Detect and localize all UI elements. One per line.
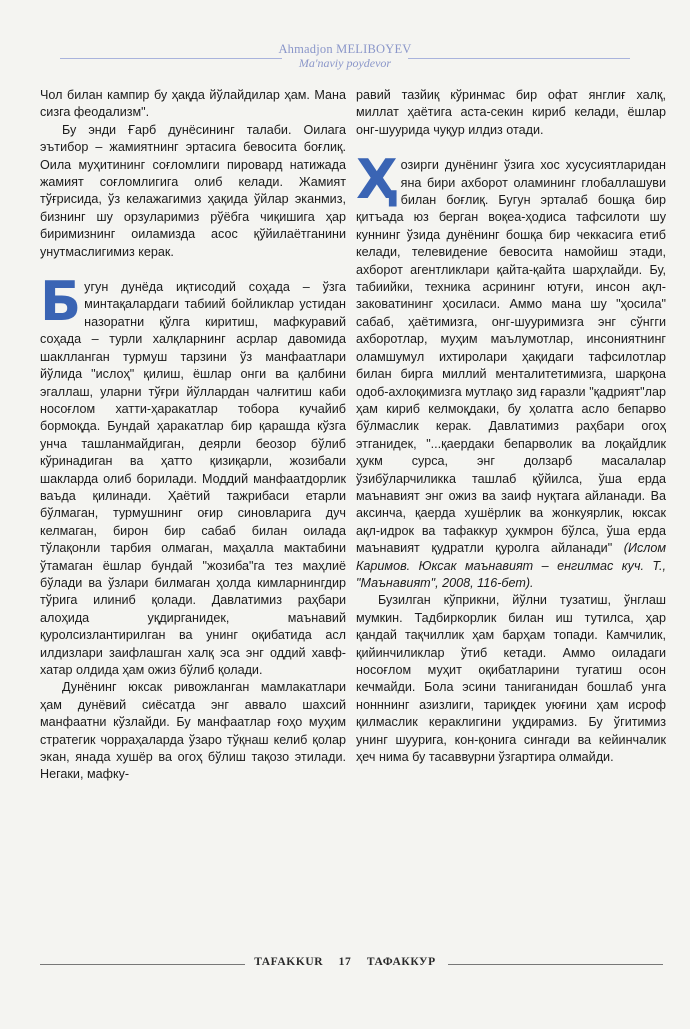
footer-journal-cyrillic: ТАФАККУР [366,956,436,968]
paragraph: Бу энди Ғарб дунёсининг талаби. Оилага эътибор – жамиятнинг эртасига бевосита боғлиқ. Оила муҳитининг соғломлиги пировард натижада жамият соғломлигига олиб келади. Жамият тўғрисида, ўз келажагимиз ҳақида ўйлар эканмиз, бизнинг шу орзуларимиз рўёбга чиқишига ҳар биримизнинг оиламизда асос қўйилаётганини унутмаслигимиз керак. [40,122,346,259]
left-column [40,87,346,784]
paragraph-text: озирги дунёнинг ўзига хос хусусиятларидан яна бири ахборот оламининг глобаллашуви билан боғлиқ. Бугун эрталаб бошқа бир қитъада юз берган воқеа-ҳодиса тафсилоти шу куннинг ўзида дунёнинг бошқа бир чеккасига етиб келади, телевидение бевосита намойиш этади, ахборот агентликлари қайта-қайта шарҳлайди. Бу, табиийки, техника асрининг ютуғи, инсон ақл-заковатининг ҳосиласи. Аммо мана шу "ҳосила" сабаб, ҳаётимизга, онг-шууримизга энг сўнгги ахборотлар, муҳим маълумотлар, инсониятнинг оламшумул ихтиролари ҳақидаги тафсилотлар билан бирга миллий менталитетимизга, шарқона одоб-ахлоқимизга мутлақо зид ғаразли "қадрият"лар ҳам кириб келмоқдаки, бу ҳолатга асло бепарво бўлмаслик керак. Давлатимиз раҳбари огоҳ этганидек, "...қаердаки бепарволик ва лоқайдлик ҳукм сурса, энг долзарб масалалар ўзибўларчиликка ташлаб қўйилса, ўша ерда маънавият энг ожиз ва заиф нуқтага айланади. Ва аксинча, қаерда хушёрлик ва жонкуярлик, юксак ақл-идрок ва тафаккур ҳукмрон бўлса, ўша ерда маънавият қудратли қуролга айланади" [356,158,666,556]
paragraph-with-dropcap [40,270,346,679]
header-rule-right [408,58,630,59]
dropcap-letter: Ҳ [356,148,398,212]
paragraph: Чол билан кампир бу ҳақда йўлайдилар ҳам. Мана сизга феодализм". [40,88,346,120]
header-rule-left [60,58,282,59]
citation: (Ислом Каримов. Юксак маънавият – енгилмас куч. Т., "Маънавият", 2008, 116-бет). [356,541,667,590]
page-number: 17 [338,956,352,968]
paragraph: равий тазйиқ кўринмас бир офат янглиғ халқ, миллат ҳаётига аста-секин кириб келади, ёшлар онг-шуурида чуқур илдиз отади. [356,88,666,137]
paragraph: Бузилган кўприкни, йўлни тузатиш, ўнглаш мумкин. Тадбиркорлик билан иш тутилса, ҳар қандай тақчиллик ҳам барҳам топади. Камчилик, қийинчиликлар ўтиб кетади. Аммо оиладаги носоғлом муҳит оқибатларини тугатиш осон кечмайди. Бола эсини таниганидан бошлаб унга нонннинг азизлиги, тариқдек уюғини ҳам исроф қилмаслик кераклигини уқдирамиз. Бу ўгитимиз унинг шуурига, кон-қонига сингади ва кейинчалик ҳеч нима бу тасаввурни ўзгартира олмайди. [356,593,666,765]
paragraph-with-dropcap [356,148,667,592]
running-header [0,42,690,71]
paragraph: Дунёнинг юксак ривожланган мамлакатлари ҳам дунёвий сиёсатда энг аввало шахсий манфаатни кўзлайди. Бу манфаатлар ғоҳо муҳим стратегик чорраҳаларда ўзаро тўқнаш келиб қолар экан, янада хушёр ва огоҳ бўлиш тақозо этилади. Негаки, мафку- [40,680,346,782]
dropcap-letter: Б [40,270,82,334]
right-column [356,87,666,766]
footer-label [0,956,690,968]
footer-journal-latin: TAFAKKUR [254,956,324,968]
paragraph-text: угун дунёда иқтисодий соҳада – ўзга минтақалардаги табиий бойликлар устидан назоратни қўлга киритиш, мафкуравий соҳада – турли халқларнинг асрлар давомида шаклланган турмуш тарзини ўз манфаатлари йўлида "ислоҳ" қилиш, ёшлар онги ва қалбини эгаллаш, уларни тўғри йўллардан чалғитиш каби носоғлом хатти-ҳаракатлар тобора кучайиб бормоқда. Бундай ҳаракатлар бир қарашда кўзга унча ташланмайдиган, деярли беозор бўлиб кўринадиган ва ҳатто қизиқарли, жозибали шакларда олиб борилади. Моддий манфаатдорлик ваъда қилинади. Ҳаётий тажрибаси етарли бўлмаган, турмушнинг оғир синовларига дуч келмаган, бирон бир сабаб билан оилада тўлақонли тарбия олмаган, маҳалла мактабини ўтамаган ёшлар бундай "жозиба"га тез маҳлиё бўлади ва ўзлари билмаган ҳолда кимларнингдир тўрига илиниб қолади. Давлатимиз раҳбари алоҳида уқдирганидек, маънавий қуролсизлантирилган ва унинг оқибатида асл илдизлари заифлашган халқ эса энг оддий хавф-хатар олдида ҳам ожиз бўлиб қолади. [40,280,346,677]
header-author: Ahmadjon MELIBOYEV [278,42,412,56]
header-section-title: Ma'naviy poydevor [298,56,392,70]
running-footer [0,956,690,972]
